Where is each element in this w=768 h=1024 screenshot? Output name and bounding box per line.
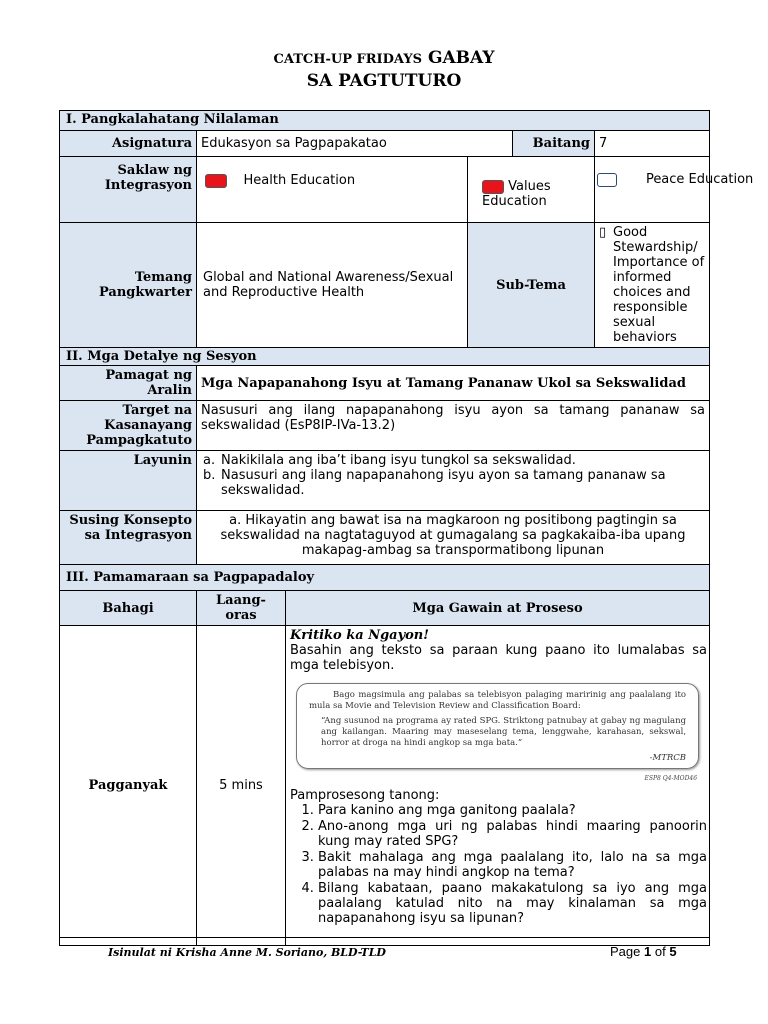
subtema-label: Sub-Tema <box>468 223 595 348</box>
temang-label: Temang Pangkwarter <box>60 223 197 348</box>
susing-label: Susing Konsepto sa Integrasyon <box>60 511 197 565</box>
layunin-item: b. Nasusuri ang ilang napapanahong isyu ayon sa tamang pananaw sa sekswalidad. <box>203 468 666 498</box>
subtema-bullet-icon: ▯ <box>599 225 607 240</box>
integration-values <box>468 157 595 223</box>
target-label: Target na Kasanayang Pampagkatuto <box>60 401 197 451</box>
footer-author: Isinulat ni Krisha Anne M. Soriano, BLD-TLD <box>108 946 386 959</box>
question-item: 2. Ano-anong mga uri ng palabas hindi maaring panoorin kung may rated SPG? <box>318 819 707 849</box>
saklaw-label: Saklaw ng Integrasyon <box>60 157 197 223</box>
document-title-line1 <box>0 48 768 68</box>
health-label: Health Education <box>243 173 356 188</box>
pamagat-label: Pamagat ng Aralin <box>60 366 197 401</box>
subtema-cell <box>595 223 710 348</box>
pamagat-value: Mga Napapanahong Isyu at Tamang Pananaw Ukol sa Sekswalidad <box>197 366 710 401</box>
values-checkbox-icon[interactable] <box>482 180 504 194</box>
lesson-guide-table <box>59 110 754 946</box>
section-2-heading: II. Mga Detalye ng Sesyon <box>60 348 710 366</box>
section-3-heading: III. Pamamaraan sa Pagpapadaloy <box>60 565 710 591</box>
laang-oras-header: Laang-oras <box>197 591 286 626</box>
question-item: 4. Bilang kabataan, paano makakatulong sa iyo ang mga paalalang katulad nito na may kinalaman sa mga napapanahong isyu sa lipunan? <box>318 881 707 926</box>
integration-peace <box>595 157 754 223</box>
bahagi-pagganyak: Pagganyak <box>60 626 197 946</box>
quote-signature: -MTRCB <box>649 753 687 763</box>
gawain-header: Mga Gawain at Proseso <box>286 591 710 626</box>
quote-intro: Bago magsimula ang palabas sa telebisyon palaging maririnig ang paalalang ito mula sa Movie and Television Review and Classification Board: <box>309 690 687 711</box>
title-part1: CATCH-UP FRIDAYS <box>273 52 423 67</box>
activity-title: Kritiko ka Ngayon! <box>290 628 429 643</box>
gawain-content <box>286 626 710 946</box>
bahagi-header: Bahagi <box>60 591 197 626</box>
question-item: 3. Bakit mahalaga ang mga paalalang ito, lalo na sa mga palabas na may hindi angkop na tema? <box>318 850 707 880</box>
layunin-item: a. Nakikilala ang iba’t ibang isyu tungkol sa sekswalidad. <box>203 453 576 468</box>
peace-checkbox-icon[interactable] <box>597 173 617 187</box>
footer-divider <box>59 937 709 938</box>
source-caption: ESP8 Q4-MOD46 <box>644 775 698 782</box>
mtrcb-quote-box <box>296 683 699 769</box>
temang-value: Global and National Awareness/Sexual and Reproductive Health <box>197 223 468 348</box>
layunin-label: Layunin <box>60 451 197 511</box>
target-value: Nasusuri ang ilang napapanahong isyu ayon sa tamang pananaw sa sekswalidad (EsP8IP-IVa-13.2) <box>197 401 710 451</box>
document-title-line2: SA PAGTUTURO <box>306 71 462 91</box>
quote-text: “Ang susunod na programa ay rated SPG. Striktong patnubay at gabay ng magulang ang kailangan. Maaring may maseselang tema, lenggwahe, karahasan, sekswal, horror at droga na hindi angkop sa mga bata.” <box>321 716 687 748</box>
asignatura-value: Edukasyon sa Pagpapakatao <box>197 131 513 157</box>
questions-list <box>290 803 707 926</box>
title-part2: GABAY <box>427 48 495 68</box>
oras-value: 5 mins <box>197 626 286 946</box>
question-item: 1. Para kanino ang mga ganitong paalala? <box>318 803 707 818</box>
baitang-value: 7 <box>595 131 710 157</box>
asignatura-label: Asignatura <box>60 131 197 157</box>
baitang-label: Baitang <box>513 131 595 157</box>
integration-health <box>197 157 468 223</box>
subtema-value: Good Stewardship/ Importance of informed choices and responsible sexual behaviors <box>613 225 705 345</box>
page-number: Page 1 of 5 <box>610 944 677 959</box>
section-1-heading: I. Pangkalahatang Nilalaman <box>60 111 710 131</box>
peace-label: Peace Education <box>645 172 754 187</box>
questions-heading: Pamprosesong tanong: <box>290 788 440 803</box>
susing-value: a. Hikayatin ang bawat isa na magkaroon ng positibong pagtingin sa sekswalidad na nagtataguyod at gumagalang sa pagkakaiba-iba upang makapag-ambag sa transpormatibong lipunan <box>197 511 710 565</box>
layunin-list <box>197 451 710 511</box>
activity-instruction: Basahin ang teksto sa paraan kung paano ito lumalabas sa mga telebisyon. <box>290 643 708 673</box>
values-label: Values Education <box>482 179 551 209</box>
health-checkbox-icon[interactable] <box>205 174 227 188</box>
